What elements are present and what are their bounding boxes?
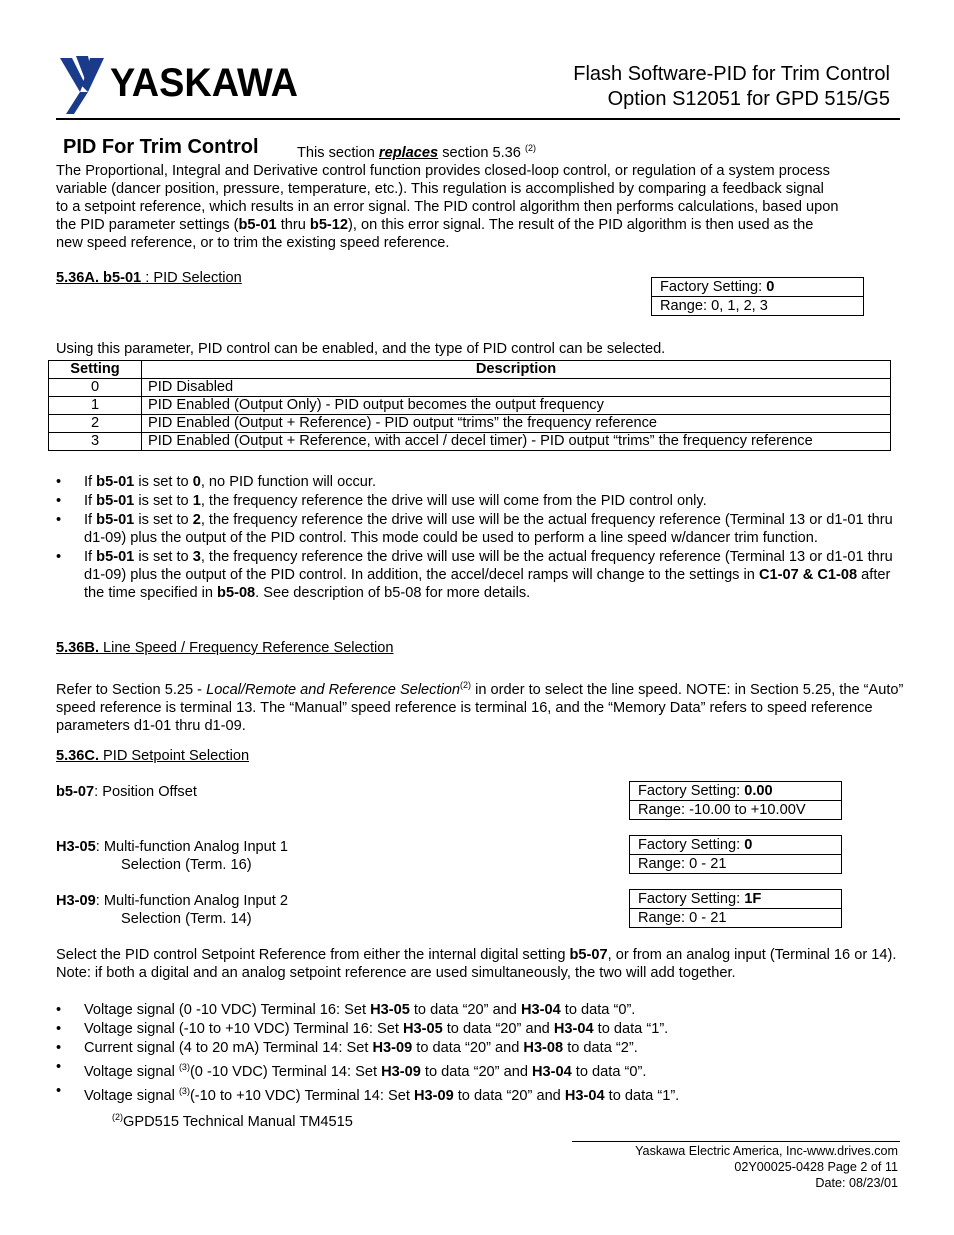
svg-text:YASKAWA: YASKAWA [110, 61, 298, 105]
range: Range: 0, 1, 2, 3 [652, 297, 864, 316]
factory-setting: Factory Setting: 1F [630, 890, 842, 909]
heading-5-36b: 5.36B. Line Speed / Frequency Reference Selection [56, 640, 394, 656]
heading-5-36c: 5.36C. PID Setpoint Selection [56, 748, 250, 764]
table-row: 3 PID Enabled (Output + Reference, with accel / decel timer) - PID output “trims” the frequency reference [49, 433, 891, 451]
setpoint-bullets [56, 1001, 902, 1106]
range: Range: 0 - 21 [630, 909, 842, 928]
b5-01-factory-box [651, 277, 864, 316]
footnote: $^{(2)}$GPD515 Technical Manual TM4515 [112, 1112, 353, 1130]
line-speed-paragraph: Refer to Section 5.25 - Local/Remote and Reference Selection$^{(2)}$ in order to select the line speed. NOTE: in Section 5.25, the “Auto” speed reference is terminal 13. The “Manual” speed reference is terminal 16, and the “Memory Data” refers to speed reference parameters d1-01 thru d1-09. [56, 680, 904, 734]
intro-paragraph: The Proportional, Integral and Derivative control function provides closed-loop control, or regulation of a system process variable (dancer position, pressure, temperature, etc.). This regulation is accomplished by comparing a feedback signal to a setpoint reference, which results in an error signal. The PID control algorithm then performs calculations, based upon the PID parameter settings (b5-01 thru b5-12), on this error signal. The result of the PID algorithm is then used as the new speed reference, or to trim the existing speed reference. [56, 163, 839, 251]
b5-07-factory-box [629, 781, 842, 820]
col-setting: Setting [49, 361, 142, 379]
section-title: PID For Trim Control [63, 136, 259, 158]
table-row: 0 PID Disabled [49, 379, 891, 397]
list-item: • Voltage signal $^{(3)}$(-10 to +10 VDC) Terminal 14: Set H3-09 to data “20” and H3-04 to data “1”. [56, 1082, 902, 1105]
header-divider [56, 118, 900, 120]
list-item: • If b5-01 is set to 3, the frequency reference the drive will use will be the actual frequency reference (Terminal 13 or d1-01 thru d1-09) plus the output of the PID control. In addition, the accel/decel ramps will change to the settings in C1-07 & C1-08 after the time specified in b5-08. See description of b5-08 for more details. [56, 548, 902, 602]
col-description: Description [142, 361, 891, 379]
header-title-line2: Option S12051 for GPD 515/G5 [607, 88, 890, 110]
factory-setting: Factory Setting: 0 [652, 278, 864, 297]
h3-05-factory-box [629, 835, 842, 874]
table-row: 1 PID Enabled (Output Only) - PID output becomes the output frequency [49, 397, 891, 415]
section-note: This section replaces section 5.36 $^{(2)}$ [297, 143, 536, 161]
factory-setting: Factory Setting: 0 [630, 836, 842, 855]
param-h3-05: H3-05: Multi-function Analog Input 1 Selection (Term. 16) [56, 839, 289, 873]
footer-date: Date: 08/23/01 [815, 1176, 898, 1190]
list-item: • If b5-01 is set to 0, no PID function will occur. [56, 473, 902, 491]
settings-table [48, 360, 891, 451]
list-item: • Current signal (4 to 20 mA) Terminal 14: Set H3-09 to data “20” and H3-08 to data “2”. [56, 1039, 902, 1057]
header-title-line1: Flash Software-PID for Trim Control [573, 63, 890, 85]
list-item: • Voltage signal $^{(3)}$(0 -10 VDC) Terminal 14: Set H3-09 to data “20” and H3-04 to data “0”. [56, 1058, 902, 1081]
list-item: • Voltage signal (0 -10 VDC) Terminal 16: Set H3-05 to data “20” and H3-04 to data “0”. [56, 1001, 902, 1019]
yaskawa-logo [58, 52, 303, 116]
list-item: • If b5-01 is set to 2, the frequency reference the drive will use will be the actual frequency reference (Terminal 13 or d1-01 thru d1-09) plus the output of the PID control. This mode could be used to perform a line speed w/dancer trim function. [56, 511, 902, 547]
list-item: • Voltage signal (-10 to +10 VDC) Terminal 16: Set H3-05 to data “20” and H3-04 to data “1”. [56, 1020, 902, 1038]
settings-lead: Using this parameter, PID control can be enabled, and the type of PID control can be selected. [56, 341, 666, 357]
setpoint-paragraph: Select the PID control Setpoint Reference from either the internal digital setting b5-07, or from an analog input (Terminal 16 or 14). Note: if both a digital and an analog setpoint reference are used simultaneously, the two will add together. [56, 947, 897, 981]
param-h3-09: H3-09: Multi-function Analog Input 2 Selection (Term. 14) [56, 893, 289, 927]
footer-company: Yaskawa Electric America, Inc-www.drives.com [635, 1144, 898, 1158]
table-row: 2 PID Enabled (Output + Reference) - PID output “trims” the frequency reference [49, 415, 891, 433]
h3-09-factory-box [629, 889, 842, 928]
range: Range: 0 - 21 [630, 855, 842, 874]
list-item: • If b5-01 is set to 1, the frequency reference the drive will use will come from the PID control only. [56, 492, 902, 510]
heading-5-36a: 5.36A. b5-01 : PID Selection [56, 270, 242, 286]
range: Range: -10.00 to +10.00V [630, 801, 842, 820]
b5-01-bullets [56, 473, 902, 603]
page-footer [635, 1143, 898, 1191]
footer-doc-page: 02Y00025-0428 Page 2 of 11 [734, 1160, 898, 1174]
factory-setting: Factory Setting: 0.00 [630, 782, 842, 801]
footer-divider [572, 1141, 900, 1142]
param-b5-07: b5-07: Position Offset [56, 784, 197, 800]
